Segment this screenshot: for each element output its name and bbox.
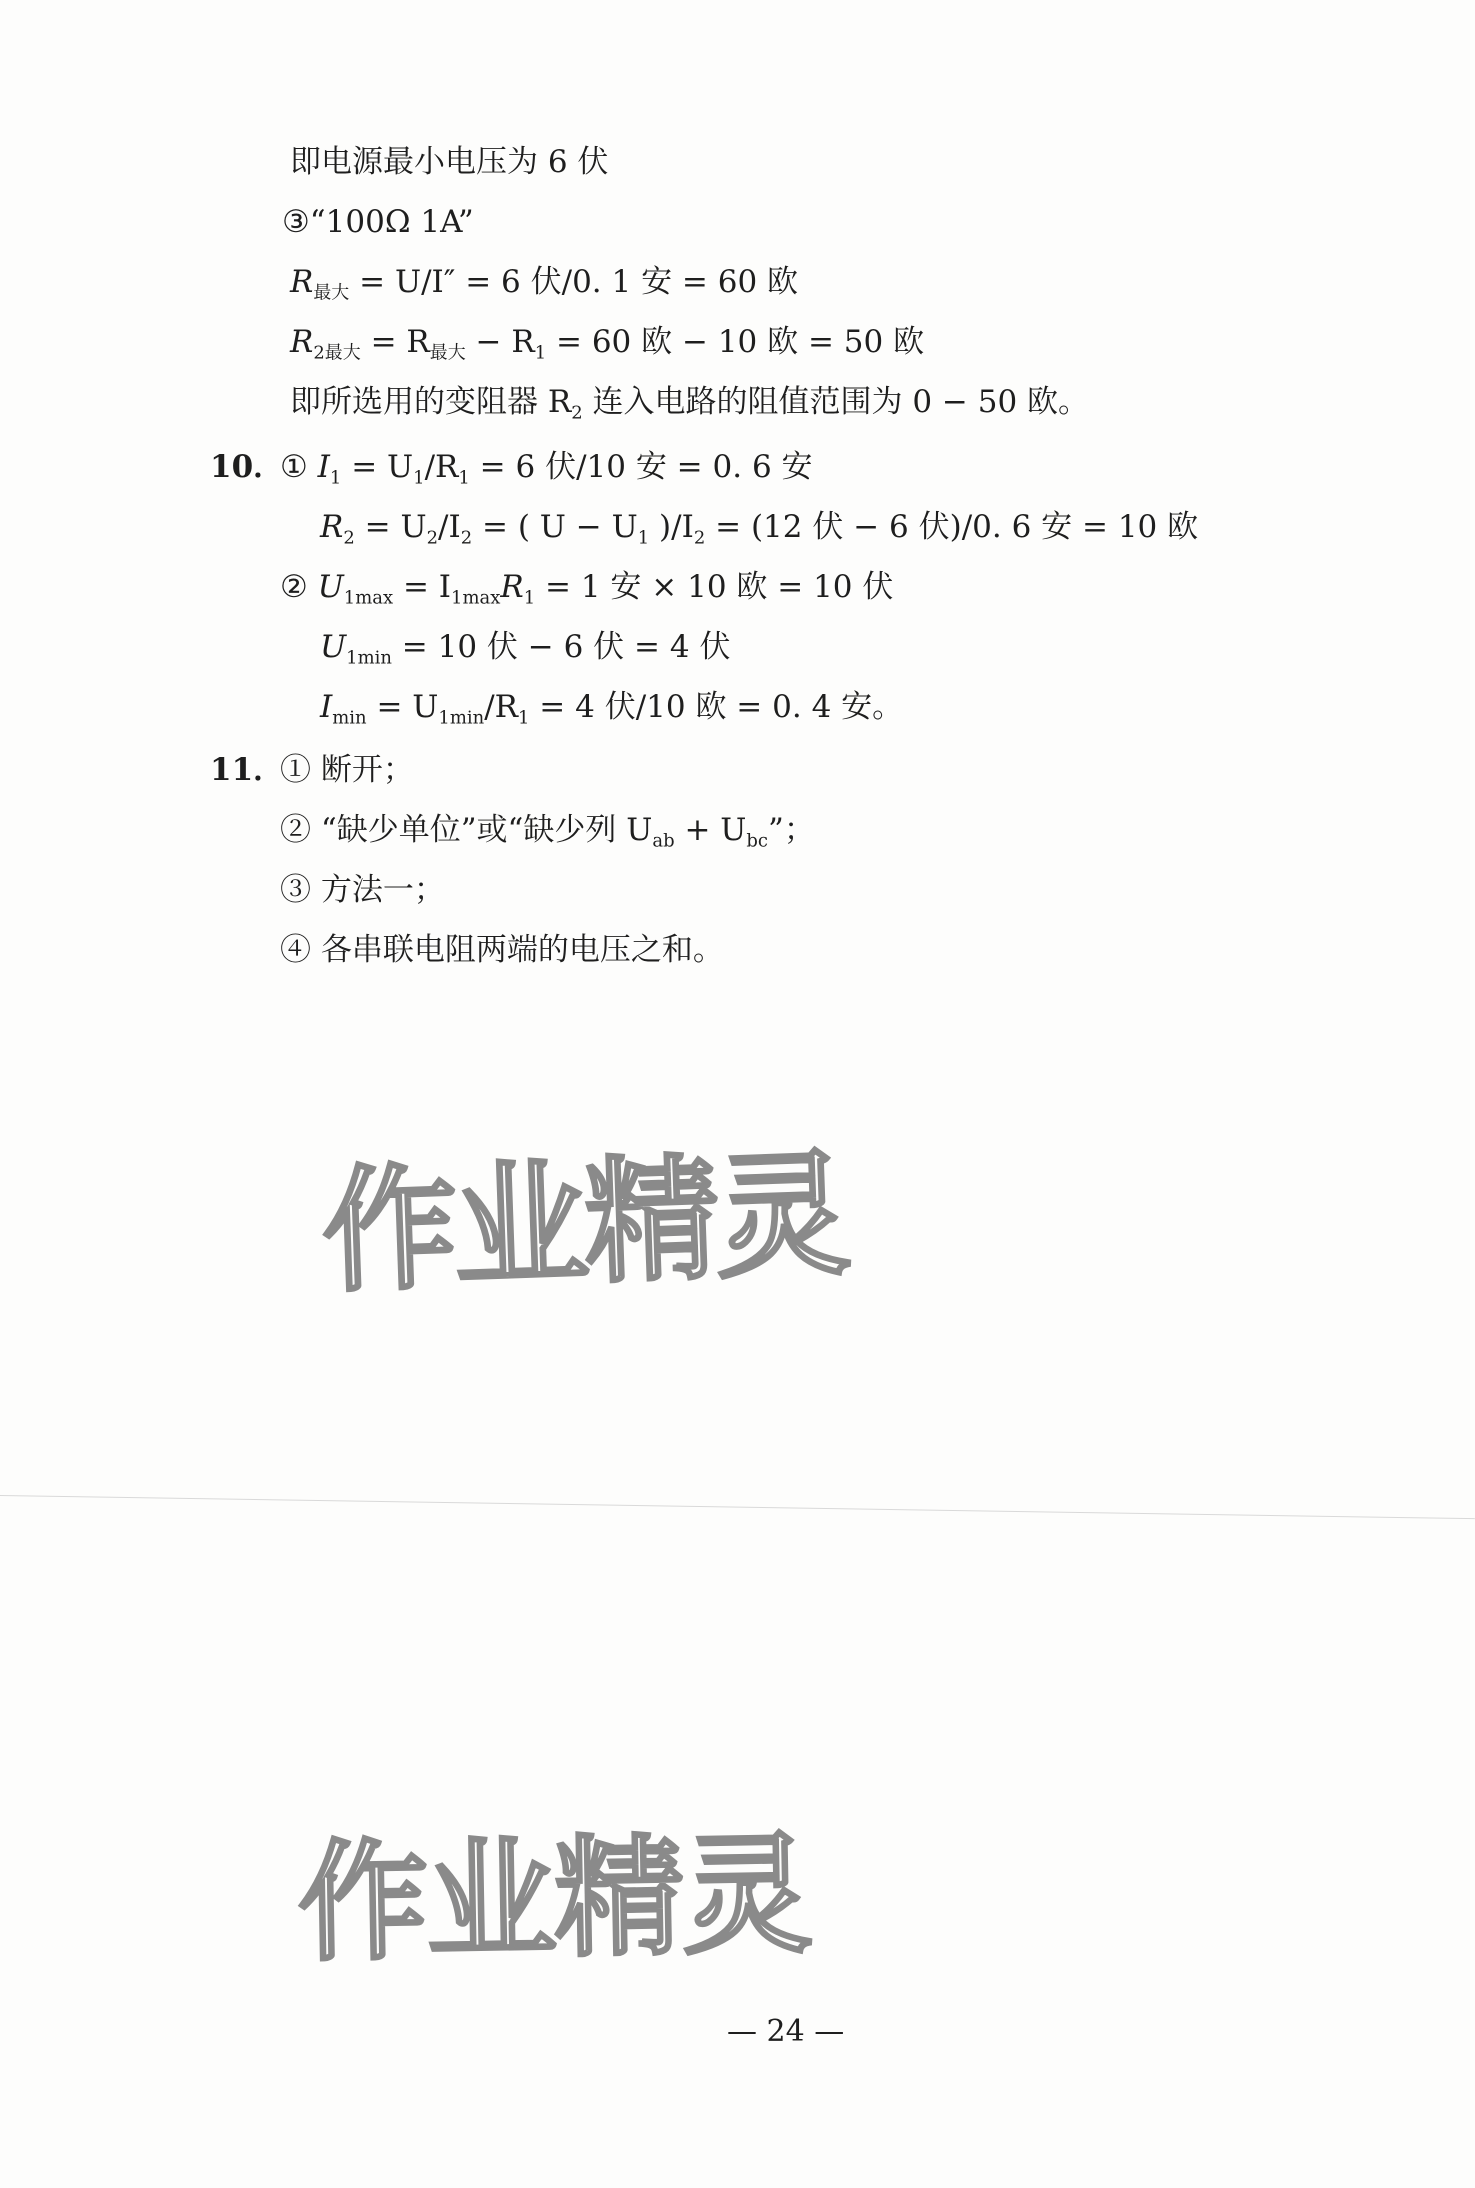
scan-divider-line — [0, 1495, 1475, 1519]
q10-line-4: $U_{1min} = 10$ 伏 − 6 伏 = 4 伏 — [320, 629, 731, 669]
q10-line-1: ① $I_1 = U_1/R_1 = 6$ 伏/10 安 = 0. 6 安 — [280, 449, 813, 489]
line-min-voltage: 即电源最小电压为 6 伏 — [290, 144, 609, 180]
page-number: — 24 — — [727, 2014, 845, 2049]
watermark-top: 作业精灵 — [319, 1135, 849, 1312]
watermark-bottom: 作业精灵 — [296, 1818, 812, 1980]
question-10-number: 10． — [210, 449, 285, 485]
line-r-max: $R_{最大} = U/I'' = 6$ 伏/0. 1 安 = 60 欧 — [290, 264, 799, 304]
q11-line-4: ④ 各串联电阻两端的电压之和。 — [280, 932, 724, 968]
q10-line-5: $I_{min} = U_{1min}/R_1 = 4$ 伏/10 欧 = 0. 4 安。 — [320, 689, 904, 729]
line-range: 即所选用的变阻器 $R_2$ 连入电路的阻值范围为 0 − 50 欧。 — [290, 384, 1090, 424]
q11-line-1: ① 断开； — [280, 752, 414, 788]
q10-line-2: $R_2 = U_2/I_2$ = ( $U - U_1$ )$/I_2 = (12$ 伏 − 6 伏)/0. 6 安 = 10 欧 — [320, 509, 1199, 549]
question-11-number: 11． — [210, 752, 285, 788]
q11-line-2: ② “缺少单位”或“缺少列 $U_{ab} + U_{bc}$”； — [280, 812, 815, 852]
line-r2-max: $R_{2最大} = R_{最大} - R_1 = 60$ 欧 − 10 欧 = 50 欧 — [290, 324, 925, 364]
line-rheostat-spec: ③“100Ω 1A” — [282, 204, 474, 240]
q11-line-3: ③ 方法一； — [280, 872, 445, 908]
q10-line-3: ② $U_{1max} = I_{1max}R_1 = 1$ 安 × 10 欧 = 10 伏 — [280, 569, 894, 609]
